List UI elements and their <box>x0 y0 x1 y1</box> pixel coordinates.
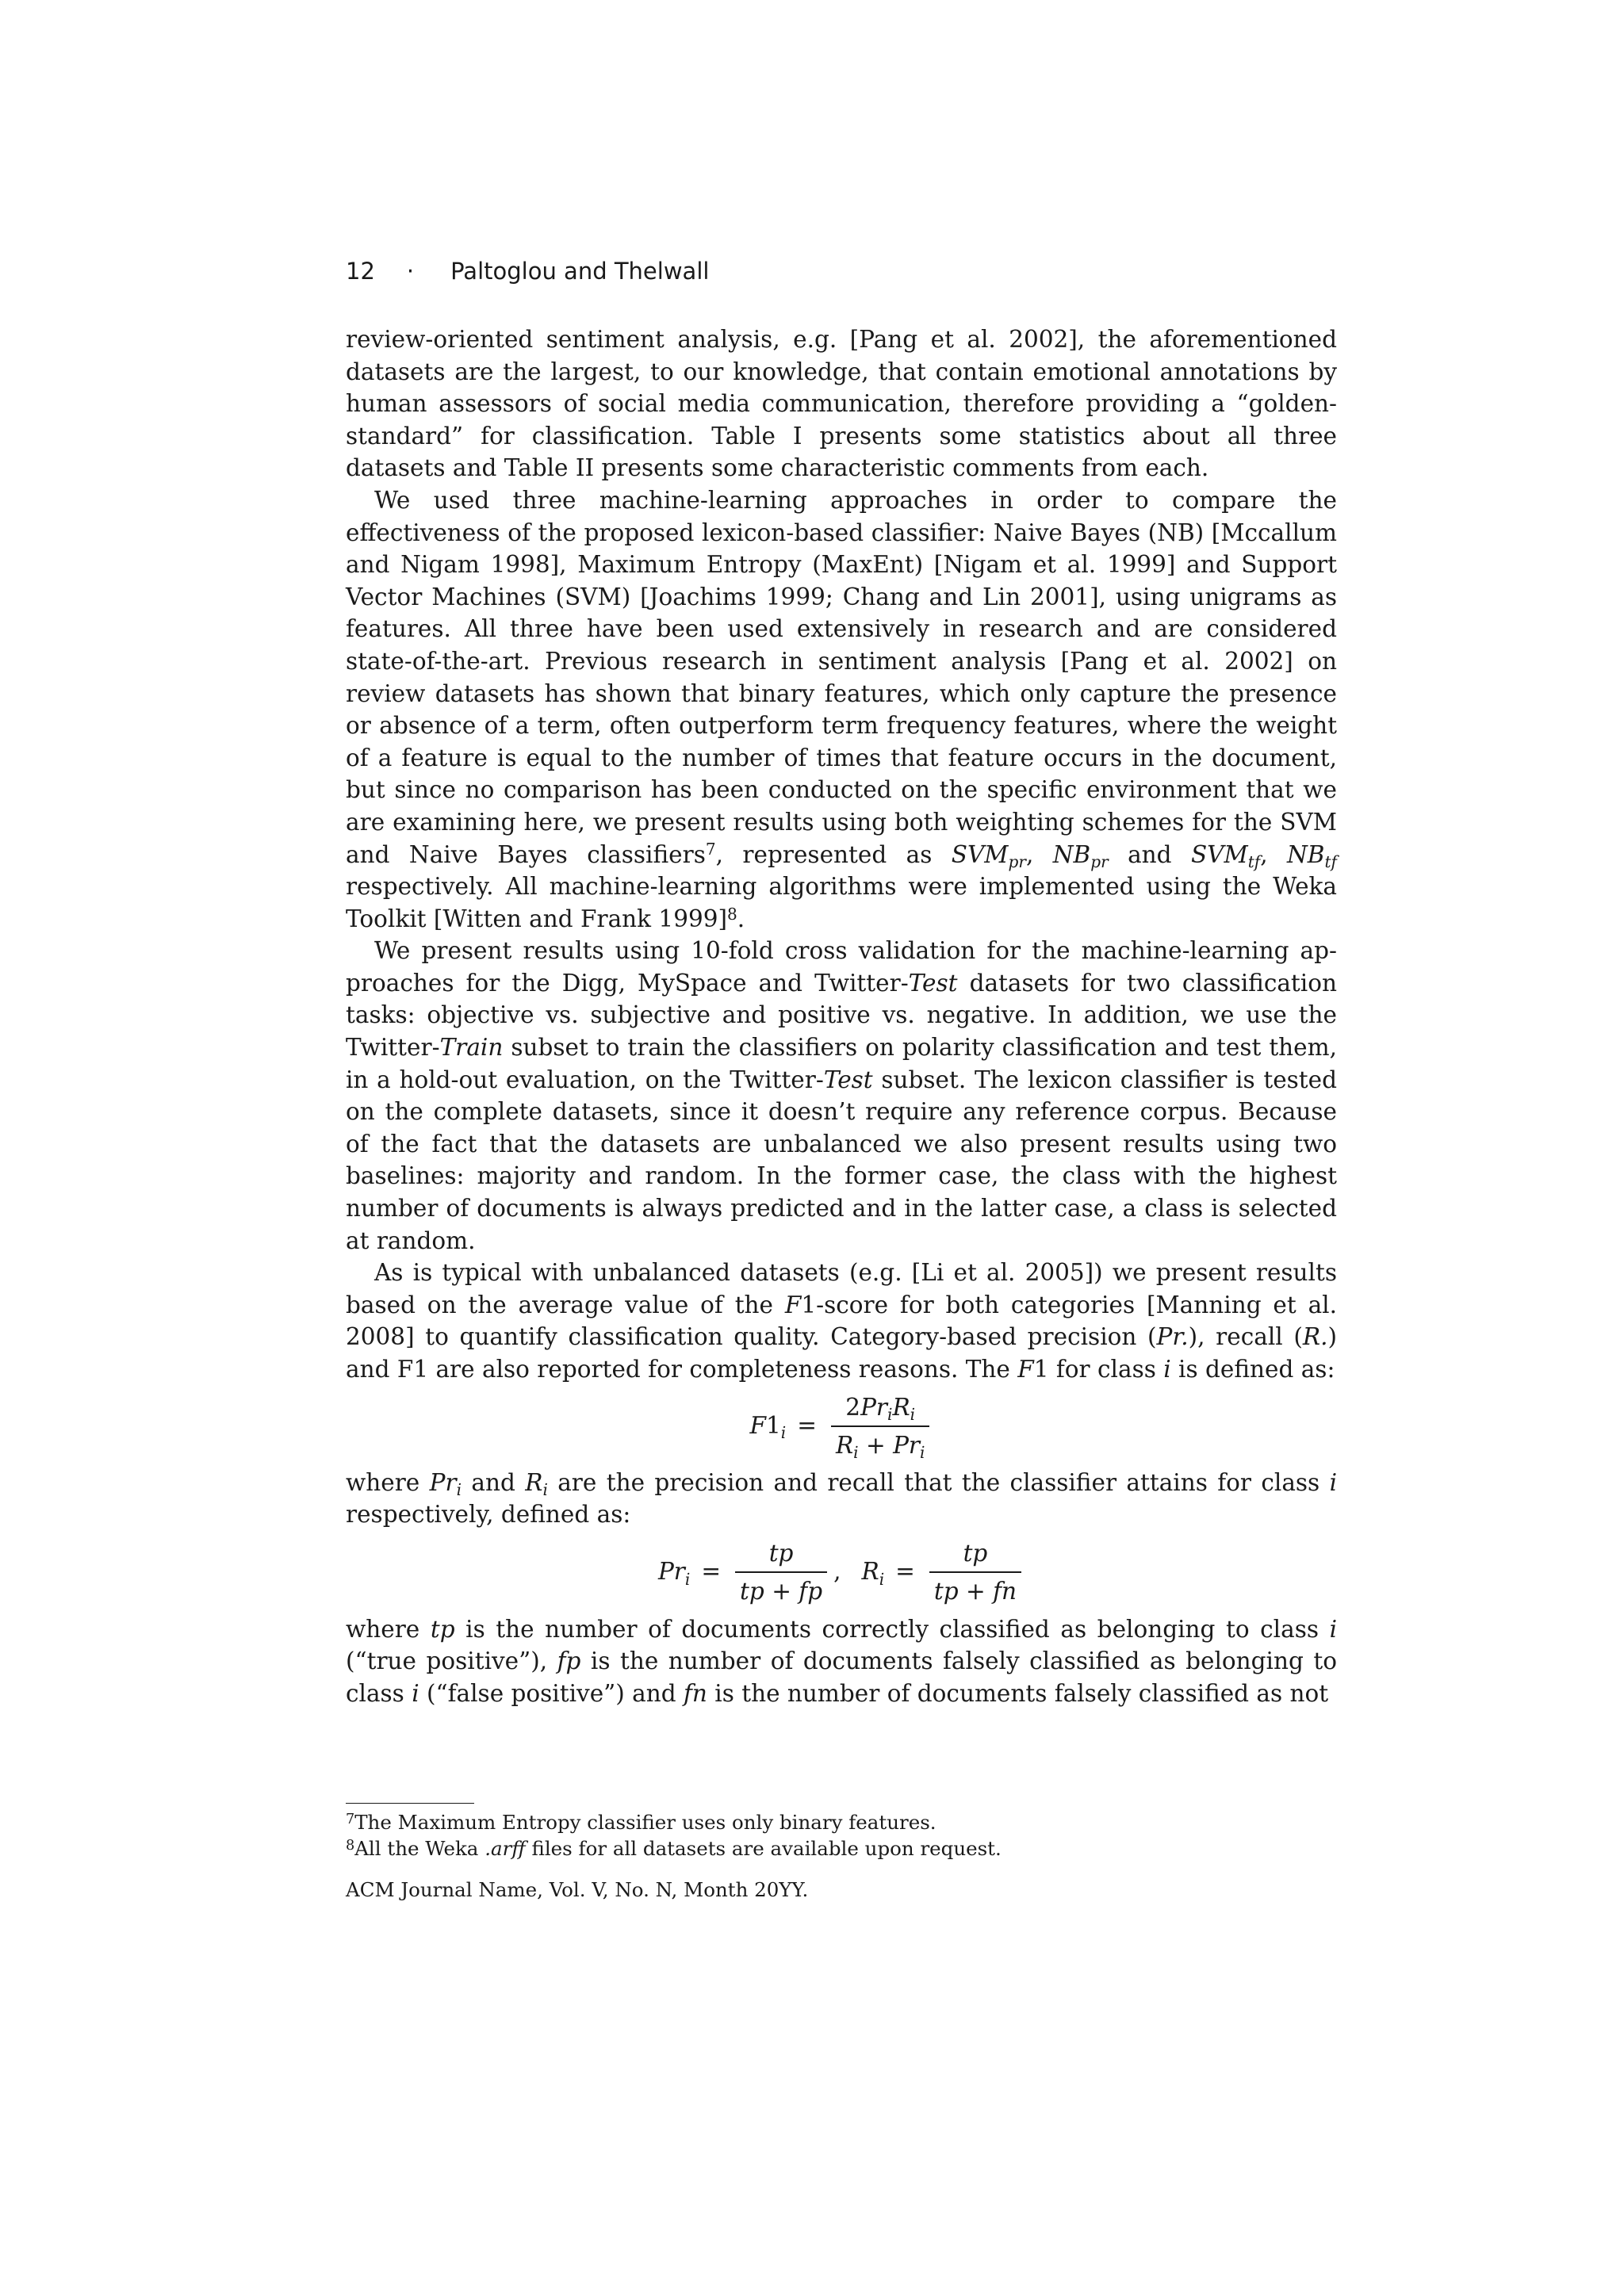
fraction-f1: $\frac{2Pr_iR_i}{R_i + Pr_i}$ <box>831 1392 930 1460</box>
running-head <box>346 255 1337 287</box>
paragraph-4: As is typical with unbalanced datasets (e.g. [Li et al. 2005]) we present results based on the average value of the F1-score for both categories [Manning et al. 2008] to quantify classification quality. Category-based precision (Pr.), recall (R.) and F1 are also reported for completeness reasons. The F1 for class i is defined as: <box>346 1259 1337 1383</box>
math-test: Test <box>908 969 958 997</box>
header-separator: · <box>406 258 415 285</box>
math-train: Train <box>439 1034 504 1062</box>
math-svm-tf: $SVM_{tf}$ <box>1190 840 1261 871</box>
footnote-ref-7: 7 <box>705 840 716 859</box>
paragraph-3: We present results using 10-fold cross validation for the machine-learning approaches for the Digg, MySpace and Twitter-Test datasets for two classification tasks: objective vs. subjective and positive vs. negative. In addition, we use the Twitter-Train subset to train the classifiers on polarity classification and test them, in a hold-out evaluation, on the Twitter-Test subset. The lexicon classifier is tested on the complete datasets, since it doesn’t require any reference corpus. Because of the fact that the datasets are unbalanced we also present results using two baselines: majority and random. In the former case, the class with the highest number of documents is always predicted and in the latter case, a class is selected at random. <box>346 937 1337 1254</box>
page-number: 12 <box>346 258 375 285</box>
footnotes <box>346 1809 1337 1862</box>
footnote-ref-8: 8 <box>727 904 737 924</box>
footnote-rule <box>346 1803 474 1804</box>
paragraph-5: where $Pr_i$ and $R_i$ are the precision and recall that the classifier attains for class i respectively, defined as: <box>346 1468 1337 1529</box>
body-text <box>346 323 1337 1710</box>
math-nb-tf: $NB_{tf}$ <box>1286 840 1337 871</box>
paragraph-2: We used three machine-learning approaches in order to compare the effectiveness of the proposed lexicon-based classifier: Naive Bayes (NB) [Mccallum and Nigam 1998], Maximum Entropy (MaxEnt) [Nigam et al. 1999] and Support Vector Machines (SVM) [Joachims 1999; Chang and Lin 2001], using unigrams as features. All three have been used extensively in research and are considered state-of-the-art. Previous research in sentiment analysis [Pang et al. 2002] on review datasets has shown that binary features, which only capture the presence or absence of a term, often outperform term frequency features, where the weight of a feature is equal to the number of times that feature occurs in the document, but since no comparison has been conducted on the specific environment that we are examining here, we present results using both weighting schemes for the SVM and Naive Bayes classifiers$^7$, represented as $SVM_{pr}$, $NB_{pr}$ and $SVM_{tf}$, $NB_{tf}$ respectively. All machine-learning algorithms were implemented using the Weka Toolkit [Witten and Frank 1999]$^8$. <box>346 486 1337 932</box>
fraction-recall: $\frac{tp}{tp + fn}$ <box>929 1538 1021 1606</box>
footnote-7: $^7$The Maximum Entropy classifier uses only binary features. <box>346 1811 936 1834</box>
header-authors: Paltoglou and Thelwall <box>450 258 710 285</box>
math-nb-pr: $NB_{pr}$ <box>1052 840 1109 871</box>
journal-footer: ACM Journal Name, Vol. V, No. N, Month 20YY. <box>346 1878 809 1901</box>
paragraph-6: where tp is the number of documents correctly classified as belonging to class i (“true positive”), fp is the number of documents falsely classified as belonging to class i (“false positive”) and fn is the number of documents falsely classified as not <box>346 1615 1337 1707</box>
math-svm-pr: $SVM_{pr}$ <box>951 840 1026 871</box>
paragraph-1: review-oriented sentiment analysis, e.g. [Pang et al. 2002], the aforementioned datasets are the largest, to our knowledge, that contain emotional annotations by human assessors of social media communication, therefore providing a “golden-standard” for classification. Table I presents some statistics about all three datasets and Table II presents some characteristic comments from each. <box>346 326 1337 482</box>
equation-precision-recall: $Pr_i$ = $\frac{tp}{tp + fp}$ , $R_i$ = $\frac{tp}{tp + fn}$ <box>346 1531 1337 1613</box>
equation-f1: $F1_i$ = $\frac{2Pr_iR_i}{R_i + Pr_i}$ <box>346 1386 1337 1467</box>
fraction-precision: $\frac{tp}{tp + fp}$ <box>735 1538 827 1606</box>
footnote-8: $^8$All the Weka .arff files for all datasets are available upon request. <box>346 1837 1002 1860</box>
